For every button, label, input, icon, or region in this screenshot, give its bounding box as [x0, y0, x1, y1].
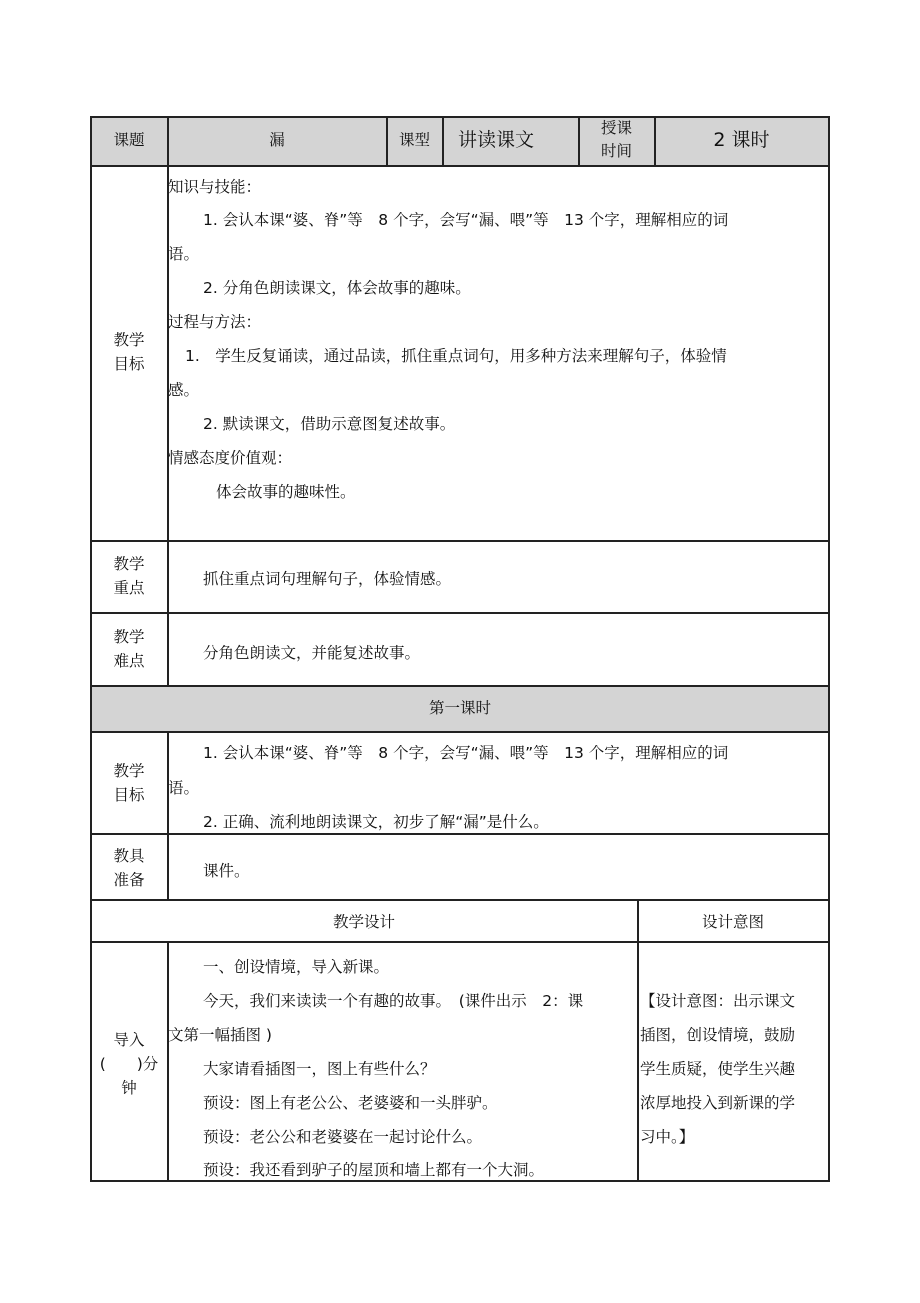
difficulties-text: 分角色朗读文，并能复述故事。	[203, 644, 421, 662]
process-item-1-line2: 感。	[168, 381, 200, 399]
table-line	[637, 899, 639, 1182]
key-points-label-line1: 教学	[113, 555, 145, 573]
table-line	[167, 731, 169, 901]
topic-value: 漏	[269, 131, 285, 149]
time-label-line2: 时间	[600, 142, 632, 160]
intent-line-4: 浓厚地投入到新课的学	[640, 1094, 796, 1112]
key-points-text: 抓住重点词句理解句子，体验情感。	[203, 570, 452, 588]
design-step-2-line2: 文第一幅插图 )	[168, 1026, 272, 1044]
intent-line-5: 习中。】	[640, 1128, 695, 1146]
table-line	[90, 540, 830, 542]
table-line	[90, 731, 830, 733]
table-line	[90, 899, 830, 901]
lesson1-goals-label-line1: 教学	[113, 762, 145, 780]
lesson1-goals-label-line2: 目标	[113, 786, 145, 804]
design-step-1: 一、创设情境，导入新课。	[203, 958, 390, 976]
intent-line-1: 【设计意图：出示课文	[640, 992, 796, 1010]
process-heading: 过程与方法：	[168, 313, 262, 331]
knowledge-item-1-line1: 1. 会认本课“婆、脊”等 8 个字，会写“漏、喂”等 13 个字，理解相应的词	[203, 211, 729, 229]
emotion-heading: 情感态度价值观：	[168, 449, 293, 467]
goals-label-line1: 教学	[113, 331, 145, 349]
intent-line-2: 插图，创设情境，鼓励	[640, 1026, 796, 1044]
knowledge-item-1-line2: 语。	[168, 245, 200, 263]
emotion-item-1: 体会故事的趣味性。	[216, 483, 356, 501]
tools-text: 课件。	[203, 862, 250, 880]
intro-label-line3: 钟	[121, 1079, 137, 1097]
process-item-2: 2. 默读课文，借助示意图复述故事。	[203, 415, 456, 433]
intent-line-3: 学生质疑，使学生兴趣	[640, 1060, 796, 1078]
table-line	[167, 116, 169, 686]
type-value: 讲读课文	[458, 129, 535, 151]
table-line	[90, 1180, 830, 1182]
table-line	[90, 116, 92, 1182]
design-step-4: 预设：图上有老公公、老婆婆和一头胖驴。	[203, 1094, 498, 1112]
design-step-5: 预设：老公公和老婆婆在一起讨论什么。	[203, 1128, 483, 1146]
topic-label: 课题	[113, 131, 145, 149]
lesson1-goal-1-line1: 1. 会认本课“婆、脊”等 8 个字，会写“漏、喂”等 13 个字，理解相应的词	[203, 744, 729, 762]
table-line	[167, 941, 169, 1182]
table-line	[90, 685, 830, 687]
design-step-6: 预设：我还看到驴子的屋顶和墙上都有一个大洞。	[203, 1161, 545, 1179]
table-line	[90, 116, 830, 118]
intent-column-header: 设计意图	[701, 913, 764, 931]
difficulties-label-line2: 难点	[113, 652, 145, 670]
design-column-header: 教学设计	[332, 913, 395, 931]
time-label-line1: 授课	[600, 119, 632, 137]
lesson1-goal-1-line2: 语。	[168, 779, 200, 797]
time-value: 2 课时	[713, 129, 770, 151]
tools-label-line1: 教具	[113, 847, 145, 865]
table-line	[90, 941, 830, 943]
key-points-label-line2: 重点	[113, 579, 145, 597]
goals-label-line2: 目标	[113, 355, 145, 373]
intro-label-line2: ( )分	[99, 1055, 159, 1073]
lesson1-goal-2: 2. 正确、流利地朗读课文，初步了解“漏”是什么。	[203, 813, 549, 831]
knowledge-heading: 知识与技能：	[168, 178, 262, 196]
table-line	[90, 165, 830, 167]
table-line	[90, 612, 830, 614]
design-step-3: 大家请看插图一，图上有些什么？	[203, 1060, 436, 1078]
knowledge-item-2: 2. 分角色朗读课文，体会故事的趣味。	[203, 279, 471, 297]
type-label: 课型	[398, 131, 430, 149]
tools-label-line2: 准备	[113, 871, 145, 889]
difficulties-label-line1: 教学	[113, 628, 145, 646]
design-step-2-line1: 今天，我们来读读一个有趣的故事。 (课件出示 2：课	[203, 992, 584, 1010]
table-line	[828, 116, 830, 1182]
process-item-1-line1: 1. 学生反复诵读，通过品读，抓住重点词句，用多种方法来理解句子，体验情	[185, 347, 727, 365]
table-line	[90, 833, 830, 835]
table-line	[442, 116, 444, 167]
lesson1-title: 第一课时	[428, 699, 491, 717]
intro-label-line1: 导入	[113, 1031, 145, 1049]
